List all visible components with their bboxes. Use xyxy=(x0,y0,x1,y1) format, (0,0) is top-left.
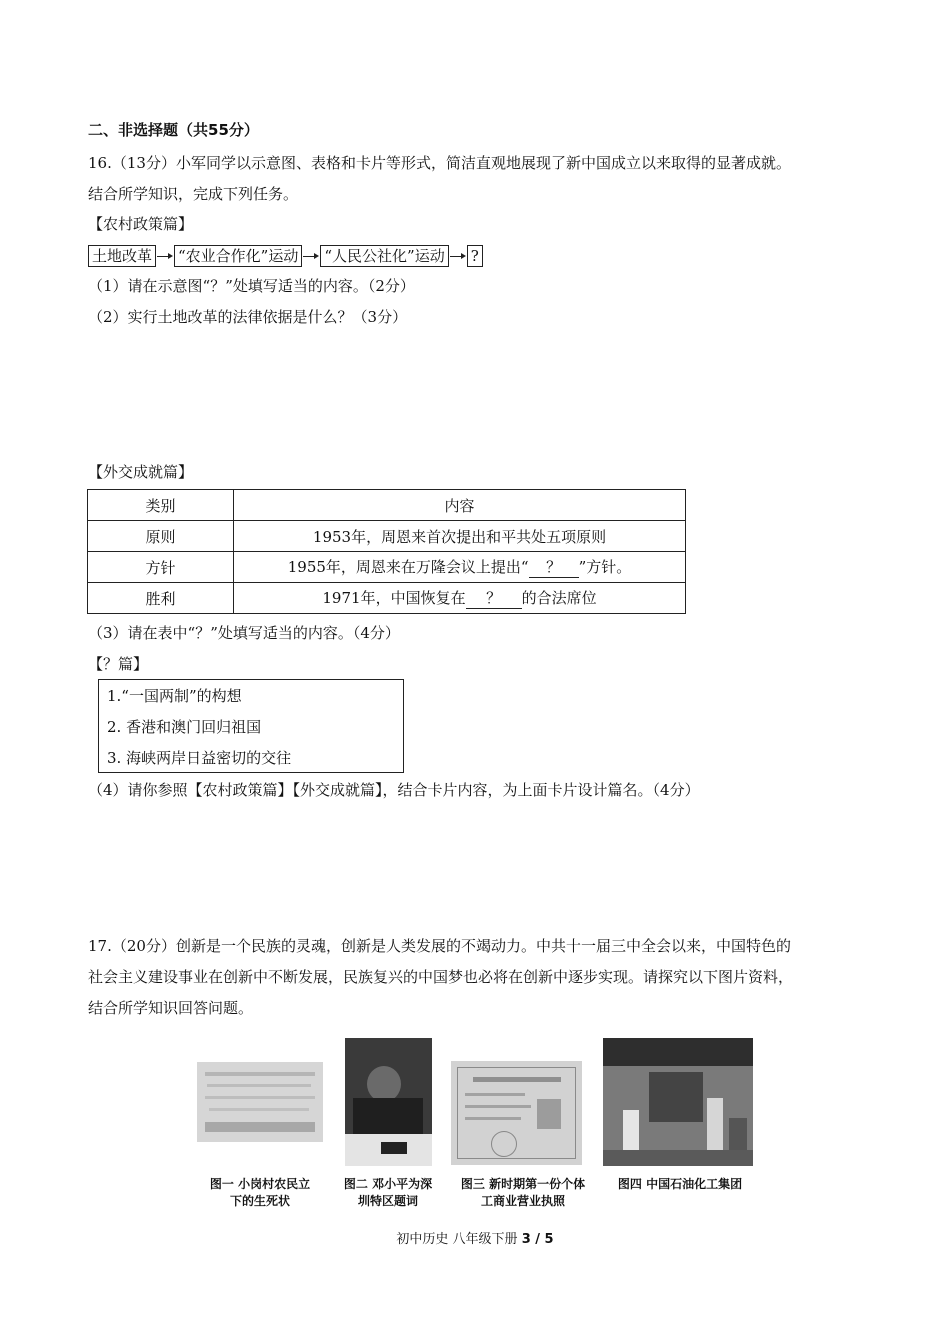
q16-sub2: （2）实行土地改革的法律依据是什么？（3分） xyxy=(88,308,408,326)
content-prefix: 1955年，周恩来在万隆会议上提出“ xyxy=(287,558,529,576)
content-suffix: 的合法席位 xyxy=(521,589,597,607)
page-footer xyxy=(0,1228,950,1247)
table-cell-category: 胜利 xyxy=(88,583,234,614)
arrow-right-icon xyxy=(156,246,174,266)
table-cell-content xyxy=(234,583,686,614)
q16-sub4: （4）请你参照【农村政策篇】【外交成就篇】，结合卡片内容，为上面卡片设计篇名。（4分） xyxy=(88,781,700,799)
table-header-category: 类别 xyxy=(88,490,234,521)
caption-line: 圳特区题词 xyxy=(357,1194,418,1208)
footer-text: 初中历史 八年级下册 xyxy=(396,1232,522,1247)
table-row xyxy=(88,521,686,552)
table-cell-category: 方针 xyxy=(88,552,234,583)
diplomacy-section-title: 【外交成就篇】 xyxy=(88,463,194,481)
card-item: 3. 海峡两岸日益密切的交往 xyxy=(107,749,292,767)
table-row xyxy=(88,552,686,583)
content-suffix: ”方针。 xyxy=(578,558,632,576)
card-section-title: 【？篇】 xyxy=(88,655,149,673)
q17-stem-line2: 社会主义建设事业在创新中不断发展，民族复兴的中国梦也必将在创新中逐步实现。请探究以下图片资料， xyxy=(88,968,794,986)
caption-line: 图一 小岗村农民立 xyxy=(209,1177,311,1191)
flow-step-commune: “人民公社化”运动 xyxy=(320,245,448,267)
figure1-caption xyxy=(190,1176,330,1210)
q16-sub1: （1）请在示意图“？”处填写适当的内容。（2分） xyxy=(88,277,415,295)
diplomacy-table xyxy=(87,489,686,614)
q16-stem-line2: 结合所学知识，完成下列任务。 xyxy=(88,185,299,203)
table-row xyxy=(88,583,686,614)
section-title: 二、非选择题（共55分） xyxy=(88,121,259,139)
flow-step-cooperative: “农业合作化”运动 xyxy=(174,245,302,267)
rural-policy-flow xyxy=(88,245,483,267)
page-number: 3 / 5 xyxy=(521,1232,554,1247)
table-cell-content: 1953年，周恩来首次提出和平共处五项原则 xyxy=(234,521,686,552)
table-header-content: 内容 xyxy=(234,490,686,521)
content-prefix: 1971年，中国恢复在 xyxy=(322,589,466,607)
fill-blank: ？ xyxy=(529,556,579,578)
caption-line: 图四 中国石油化工集团 xyxy=(617,1177,743,1191)
q16-sub3: （3）请在表中“？”处填写适当的内容。（4分） xyxy=(88,624,400,642)
q17-stem-line3: 结合所学知识回答问题。 xyxy=(88,999,254,1017)
figure3-license-photo xyxy=(451,1061,582,1165)
caption-line: 下的生死状 xyxy=(229,1194,290,1208)
rural-section-title: 【农村政策篇】 xyxy=(88,215,194,233)
flow-step-unknown: ? xyxy=(467,245,483,267)
arrow-right-icon xyxy=(302,246,320,266)
table-cell-content xyxy=(234,552,686,583)
caption-line: 图二 邓小平为深 xyxy=(343,1177,433,1191)
figure4-event-photo xyxy=(603,1038,753,1166)
q17-stem-line1: 17.（20分）创新是一个民族的灵魂，创新是人类发展的不竭动力。中共十一届三中全会以来，中国特色的 xyxy=(88,937,791,955)
figure2-caption xyxy=(328,1176,448,1210)
figure1-document-photo xyxy=(197,1062,323,1142)
arrow-right-icon xyxy=(449,246,467,266)
topic-card xyxy=(98,679,404,773)
figure3-caption xyxy=(443,1176,603,1210)
flow-step-land-reform: 土地改革 xyxy=(88,245,156,267)
table-cell-category: 原则 xyxy=(88,521,234,552)
fill-blank: ？ xyxy=(466,587,522,609)
figure2-calligraphy-photo xyxy=(345,1038,432,1166)
caption-line: 图三 新时期第一份个体 xyxy=(460,1177,586,1191)
card-item: 2. 香港和澳门回归祖国 xyxy=(107,718,262,736)
table-header-row xyxy=(88,490,686,521)
q16-stem-line1: 16.（13分）小军同学以示意图、表格和卡片等形式，简洁直观地展现了新中国成立以来取得的显著成就。 xyxy=(88,154,791,172)
card-item: 1.“一国两制”的构想 xyxy=(107,687,242,705)
figure4-caption xyxy=(600,1176,760,1193)
caption-line: 工商业营业执照 xyxy=(480,1194,565,1208)
